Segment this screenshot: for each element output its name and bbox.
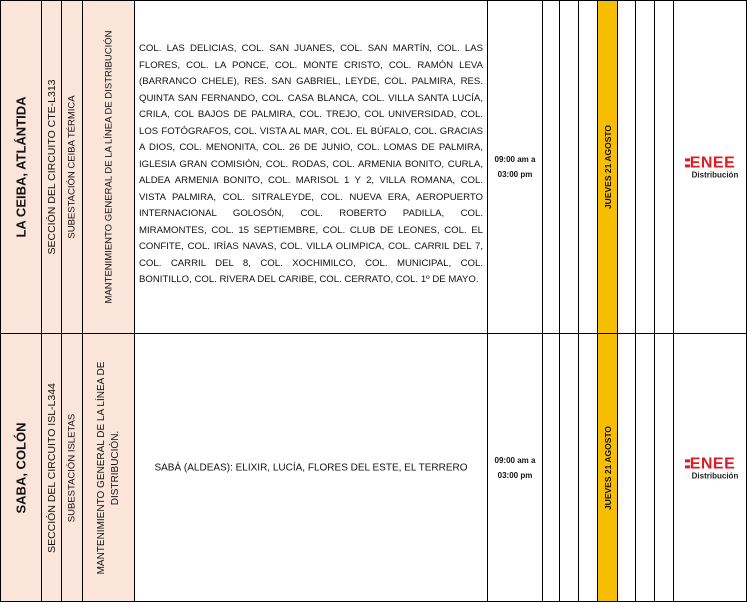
enee-mark-icon <box>685 156 690 170</box>
date-cell <box>598 334 618 602</box>
enee-mark-icon <box>685 457 690 471</box>
logo-cell <box>674 334 747 602</box>
day-cell <box>560 0 579 334</box>
day-cell <box>579 334 598 602</box>
time-range <box>488 453 542 483</box>
time-start: 09:00 am a <box>494 155 536 164</box>
affected-areas-text: SABÁ (ALDEAS): ELIXIR, LUCÍA, FLORES DEL ESTE, EL TERRERO <box>154 462 468 473</box>
day-cell <box>560 334 579 602</box>
affected-areas-cell <box>135 334 488 602</box>
day-cell <box>636 334 655 602</box>
logo-subtext: Distribución <box>691 471 739 481</box>
time-cell <box>488 0 543 334</box>
department-label: LA CEIBA, ATLÁNTIDA <box>13 96 29 238</box>
activity-label: MANTENIMIENTO GENERAL DE LA LÍNEA DE DISTRIBUCIÓN. <box>95 361 121 574</box>
affected-areas-text: COL. LAS DELICIAS, COL. SAN JUANES, COL. SAN MARTÍN, COL. LAS FLORES, COL. LA PONCE, COL. MONTE CRISTO, COL. RAMÓN LEVA (BARRANCO CHELE), RES. SAN GABRIEL, LEYDE, COL. PALMIRA, RES. QUINTA SAN FERNANDO, COL. CASA BLANCA, COL. VILLA SANTA LUCÍA, CRILA, COL BAJOS DE PALMIRA, COL. TREJO, COL UNIVERSIDAD, COL. LOS FOTÓGRAFOS, COL. VISTA AL MAR, COL. EL BÚFALO, COL. GRACIAS A DIOS, COL. MENONITA, COL. 26 DE JUNIO, COL. LOMAS DE PALMIRA, IGLESIA GRAN COMISIÓN, COL. RODAS, COL. ARMENIA BONITO, CURLA, ALDEA ARMENIA BONITO, COL. MARISOL 1 Y 2, VILLA ROMANA, COL. VISTA PALMIRA, COL. SITRALEYDE, COL. NUEVA ERA, AEROPUERTO INTERNACIONAL GOLOSÓN, COL. ROBERTO PADILLA, COL. MIRAMONTES, COL. 15 SEPTIEMBRE, COL. CLUB DE LEONES, COL. EL CONFITE, COL. IRÍAS NAVAS, COL. VILLA OLIMPICA, COL. CARRIL DEL 7, COL. CARRIL DEL 8, COL. XOCHIMILCO, COL. MUNICIPAL, COL. BONITILLO, COL. RIVERA DEL CARIBE, COL. CERRATO, COL. 1º DE MAYO. <box>139 43 483 285</box>
enee-logo <box>674 154 746 179</box>
substation-cell <box>62 0 83 334</box>
day-cell <box>655 334 674 602</box>
section-label: SECCIÓN DEL CIRCUITO ISL-L344 <box>45 382 58 553</box>
time-end: 03:00 pm <box>497 470 533 480</box>
logo-text: ENEE <box>689 454 736 472</box>
affected-areas-cell <box>135 0 488 334</box>
department-cell <box>0 0 42 334</box>
substation-label: SUBESTACIÓN CEIBA TÉRMICA <box>66 95 78 239</box>
logo-cell <box>674 0 747 334</box>
department-label: SABA, COLÓN <box>13 422 29 513</box>
section-cell <box>42 334 62 602</box>
substation-cell <box>62 334 83 602</box>
day-cell <box>543 334 560 602</box>
time-start: 09:00 am a <box>494 455 536 465</box>
time-cell <box>488 334 543 602</box>
date-label: JUEVES 21 AGOSTO <box>602 425 613 510</box>
section-cell <box>42 0 62 334</box>
substation-label: SUBESTACIÓN ISLETAS <box>66 413 78 522</box>
day-cell <box>618 0 636 334</box>
activity-label: MANTENIMIENTO GENERAL DE LA LÍNEA DE DISTRIBUCIÓN <box>103 30 114 304</box>
date-cell <box>598 0 618 334</box>
activity-cell <box>83 0 135 334</box>
enee-logo <box>674 455 746 480</box>
section-label: SECCIÓN DEL CIRCUITO CTE-L313 <box>45 79 58 255</box>
activity-cell <box>83 334 135 602</box>
logo-subtext: Distribución <box>691 170 739 180</box>
time-end: 03:00 pm <box>497 170 533 179</box>
day-cell <box>579 0 598 334</box>
day-cell <box>655 0 674 334</box>
date-label: JUEVES 21 AGOSTO <box>602 124 613 210</box>
day-cell <box>543 0 560 334</box>
logo-text: ENEE <box>689 154 736 172</box>
day-cell <box>636 0 655 334</box>
time-range <box>488 152 542 182</box>
day-cell <box>618 334 636 602</box>
department-cell <box>0 334 42 602</box>
